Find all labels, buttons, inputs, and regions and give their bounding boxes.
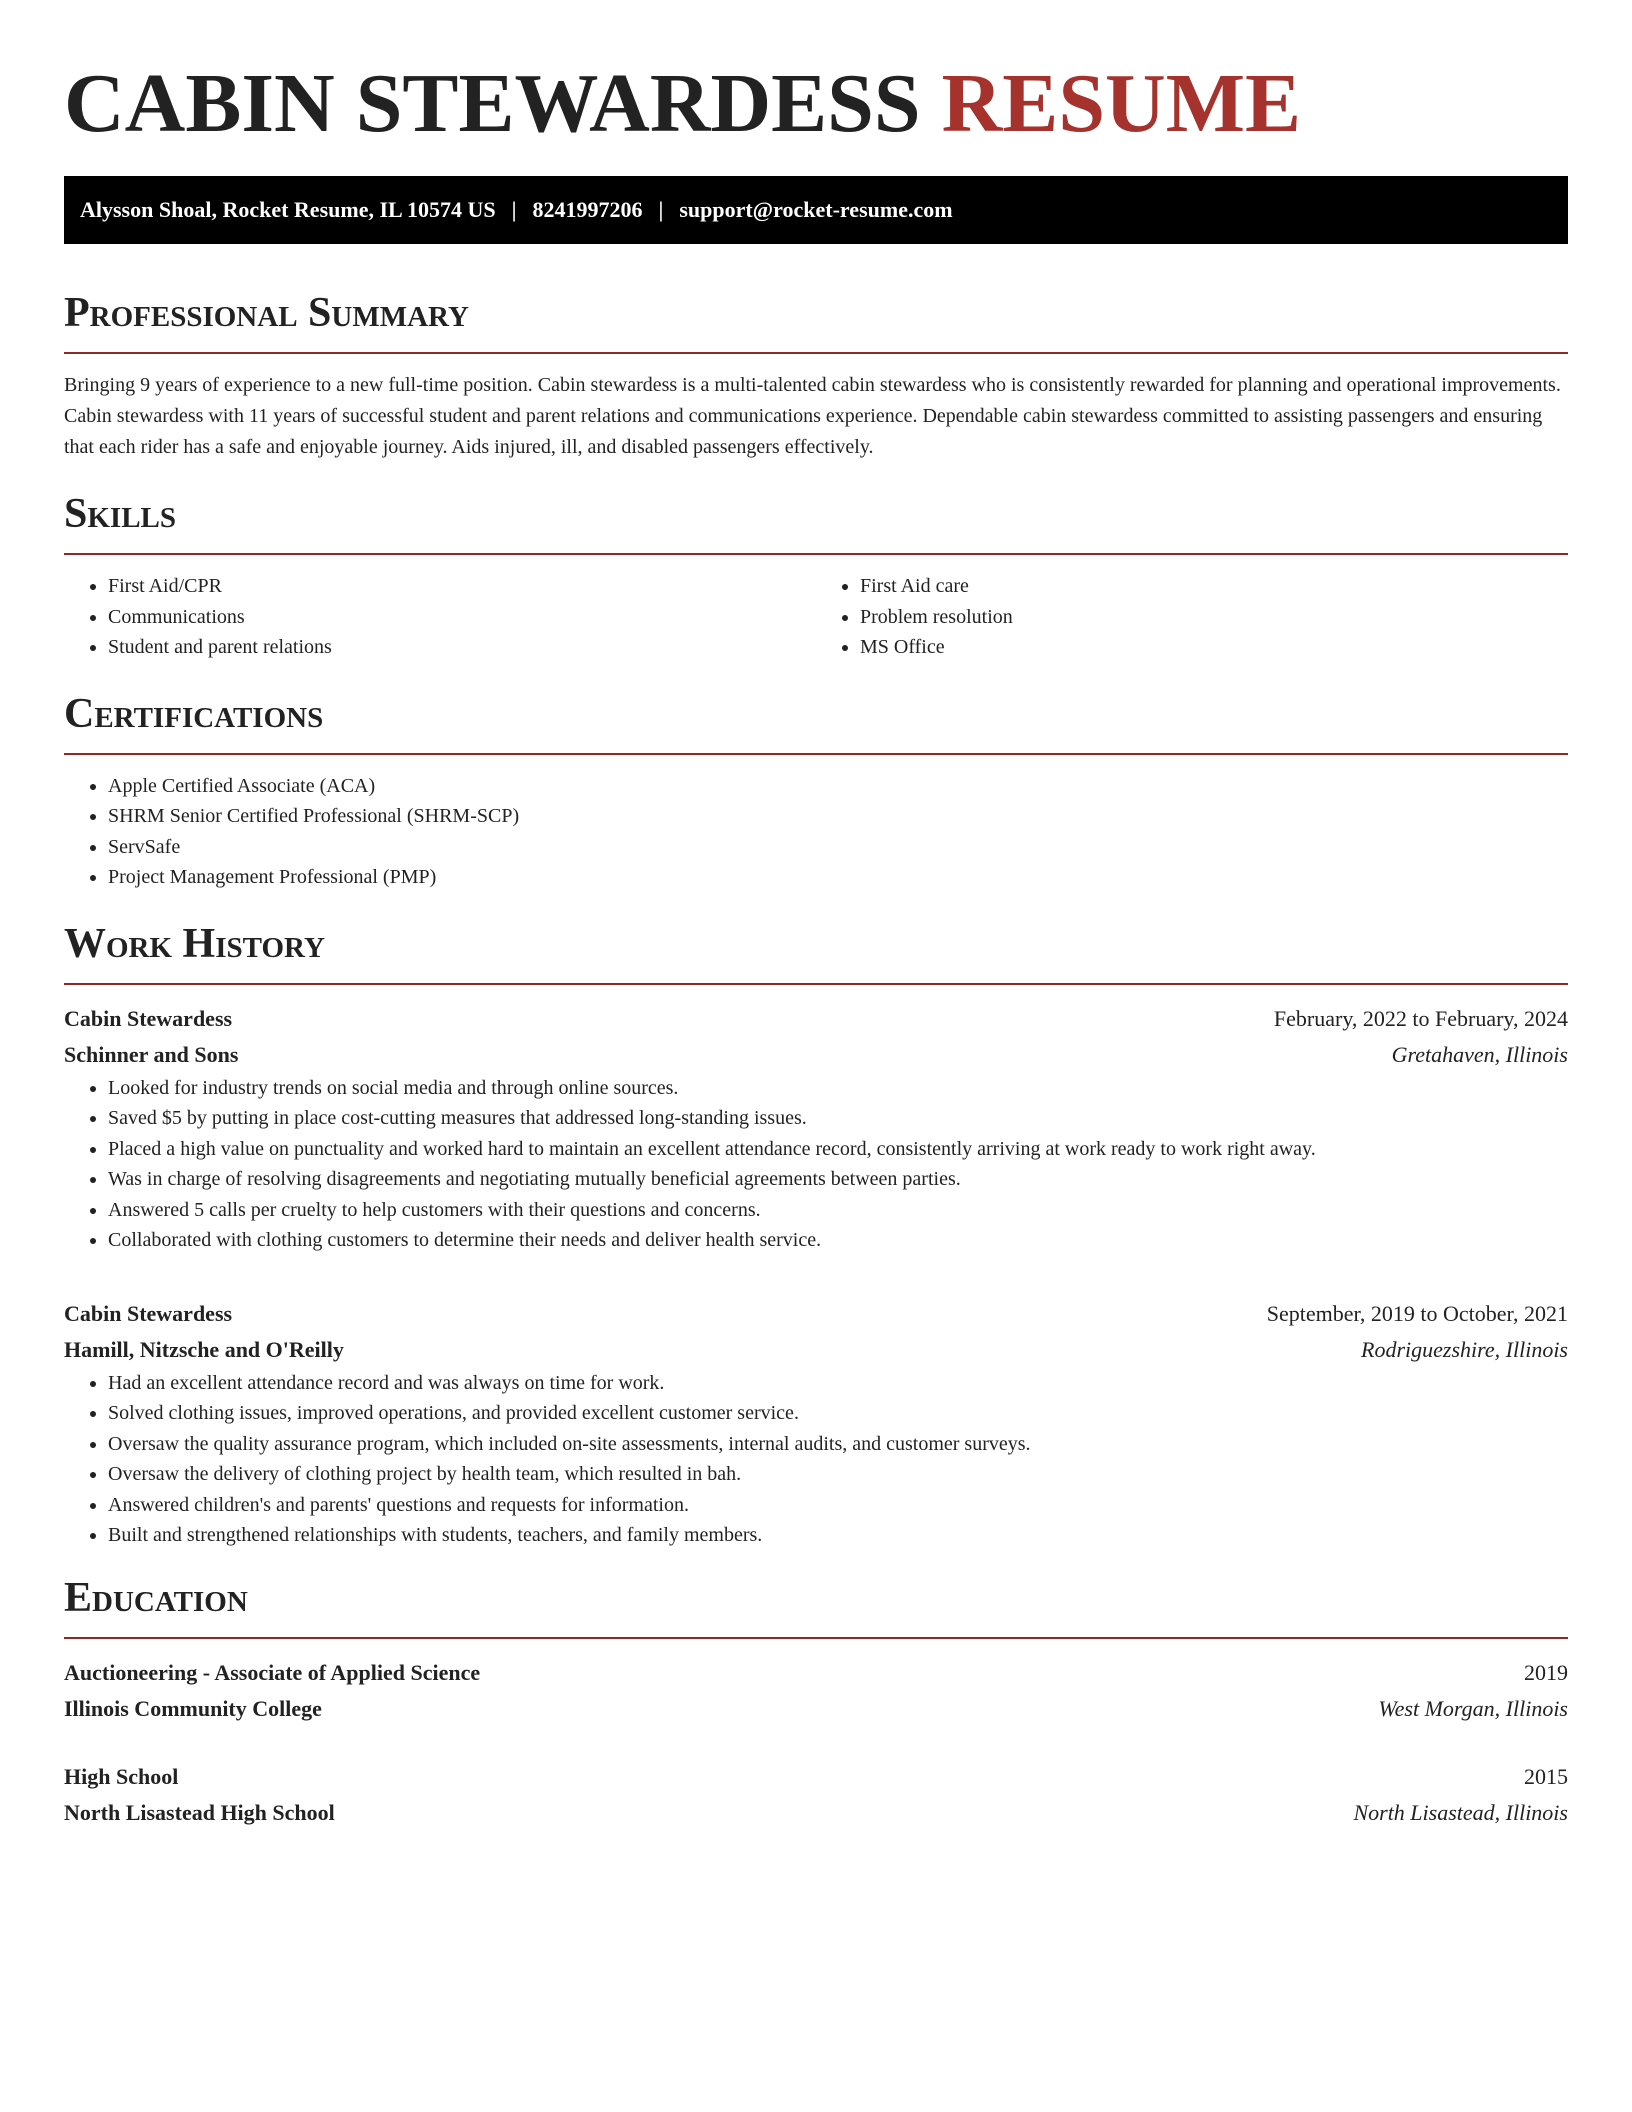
section-divider — [64, 753, 1568, 755]
job-bullet: • Collaborated with clothing customers to determine their needs and deliver health service. — [108, 1225, 1568, 1256]
job-bullet: • Was in charge of resolving disagreements and negotiating mutually beneficial agreements between parties. — [108, 1164, 1568, 1195]
certification-item: • Apple Certified Associate (ACA) — [108, 771, 1568, 802]
job-company-row — [64, 1037, 1568, 1073]
section-title-education: Education — [64, 1574, 248, 1621]
skills-grid — [64, 571, 1568, 663]
job-location: Gretahaven, Illinois — [1391, 1041, 1568, 1067]
education-header-row — [64, 1759, 1568, 1795]
skills-list-left — [64, 571, 816, 663]
section-title-skills: Skills — [64, 491, 177, 537]
certifications-list — [64, 771, 1568, 893]
job-company: Hamill, Nitzsche and O'Reilly — [64, 1336, 344, 1362]
contact-email: support@rocket-resume.com — [679, 197, 953, 222]
contact-separator: | — [511, 197, 517, 222]
education-entry — [64, 1759, 1568, 1831]
job-dates: February, 2022 to February, 2024 — [1273, 1005, 1568, 1031]
job-title: Cabin Stewardess — [64, 1300, 233, 1326]
skill-item: • First Aid care — [860, 571, 1568, 602]
job-bullet: • Answered 5 calls per cruelty to help customers with their questions and concerns. — [108, 1195, 1568, 1226]
section-divider — [64, 1637, 1568, 1639]
education-location: West Morgan, Illinois — [1378, 1695, 1568, 1721]
job-company-row — [64, 1332, 1568, 1368]
job-header-row — [64, 1296, 1568, 1332]
education-location: North Lisastead, Illinois — [1353, 1799, 1568, 1825]
education-year: 2015 — [1524, 1763, 1568, 1789]
job-header-row — [64, 1001, 1568, 1037]
title-main: CABIN STEWARDESS — [64, 57, 921, 150]
section-divider — [64, 553, 1568, 555]
education-school: North Lisastead High School — [64, 1799, 335, 1825]
job-bullet: • Built and strengthened relationships with students, teachers, and family members. — [108, 1520, 1568, 1551]
education-school: Illinois Community College — [64, 1695, 322, 1721]
job-bullet: • Saved $5 by putting in place cost-cutting measures that addressed long-standing issues. — [108, 1103, 1568, 1134]
education-year: 2019 — [1524, 1659, 1568, 1685]
skill-item: • Problem resolution — [860, 602, 1568, 633]
job-bullets — [64, 1368, 1568, 1551]
education-school-row — [64, 1691, 1568, 1727]
skill-item: • Student and parent relations — [108, 632, 816, 663]
job-entry — [64, 1001, 1568, 1256]
contact-address: Alysson Shoal, Rocket Resume, IL 10574 US — [80, 197, 496, 222]
certification-item: • ServSafe — [108, 832, 1568, 863]
summary-text: Bringing 9 years of experience to a new full-time position. Cabin stewardess is a multi-talented cabin stewardess who is consistently rewarded for planning and operational improvements. Cabin stewardess with 11 years of successful student and parent relations and communications experience. Dependable cabin stewardess committed to assisting passengers and ensuring that each rider has a safe and enjoyable journey. Aids injured, ill, and disabled passengers effectively. — [64, 374, 1561, 458]
section-title-summary: Professional Summary — [64, 290, 469, 336]
section-divider — [64, 352, 1568, 354]
contact-phone: 8241997206 — [532, 197, 643, 222]
skills-list-right — [816, 571, 1568, 663]
job-company: Schinner and Sons — [64, 1041, 239, 1067]
skill-item: • First Aid/CPR — [108, 571, 816, 602]
job-bullet: • Oversaw the quality assurance program, which included on-site assessments, internal audits, and customer surveys. — [108, 1429, 1568, 1460]
job-bullet: • Placed a high value on punctuality and worked hard to maintain an excellent attendance record, consistently arriving at work ready to work right away. — [108, 1134, 1568, 1165]
job-title: Cabin Stewardess — [64, 1005, 233, 1031]
education-header-row — [64, 1655, 1568, 1691]
contact-bar — [64, 176, 1568, 244]
education-degree: Auctioneering - Associate of Applied Science — [64, 1659, 481, 1685]
job-location: Rodriguezshire, Illinois — [1361, 1336, 1568, 1362]
education-entry — [64, 1655, 1568, 1727]
skill-item: • MS Office — [860, 632, 1568, 663]
section-divider — [64, 983, 1568, 985]
skill-item: • Communications — [108, 602, 816, 633]
job-bullet: • Oversaw the delivery of clothing project by health team, which resulted in bah. — [108, 1459, 1568, 1490]
certification-item: • SHRM Senior Certified Professional (SHRM-SCP) — [108, 801, 1568, 832]
resume-title — [64, 56, 1568, 152]
job-dates: September, 2019 to October, 2021 — [1266, 1300, 1568, 1326]
job-entry — [64, 1296, 1568, 1551]
section-title-work-history: Work History — [64, 920, 325, 967]
education-degree: High School — [64, 1763, 179, 1789]
job-bullet: • Looked for industry trends on social media and through online sources. — [108, 1073, 1568, 1104]
job-bullet: • Answered children's and parents' questions and requests for information. — [108, 1490, 1568, 1521]
certification-item: • Project Management Professional (PMP) — [108, 862, 1568, 893]
job-bullet: • Solved clothing issues, improved operations, and provided excellent customer service. — [108, 1398, 1568, 1429]
contact-separator: | — [658, 197, 664, 222]
section-title-certifications: Certifications — [64, 690, 324, 737]
job-bullets — [64, 1073, 1568, 1256]
job-bullet: • Had an excellent attendance record and was always on time for work. — [108, 1368, 1568, 1399]
education-school-row — [64, 1795, 1568, 1831]
title-accent: RESUME — [941, 57, 1302, 150]
